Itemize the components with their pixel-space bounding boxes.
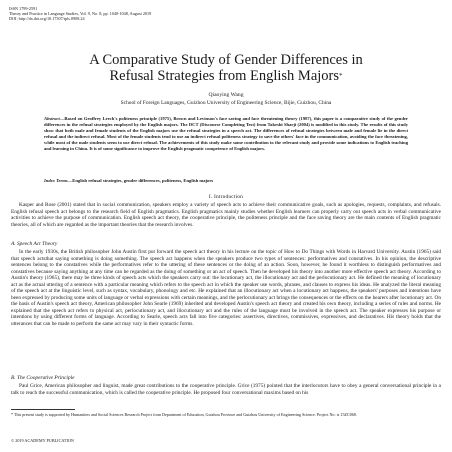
footnote-divider [11,409,75,410]
subsection-heading-speech-act: A. Speech Act Theory [11,241,58,247]
abstract-text: —Based on Geoffrey Leech's politeness principle (1975), Brown and Levinson's face saving and face threatening theory (1987), this paper is a comparative study of the gender differences in the refusal strategies employed by the English majors. The DCT (Discourse Completing Test) from Takeshi Sharji (2004) is modified in this study. The results of this study show that both male and female students of the English majors use the refusal strategies in a speech act. The differences of refusal strategies between male and female lie in the direct refusal and the indirect refusal. Most of the female students tend to use an indirect refusal politeness strategy to save the others' face in the communication, avoiding the face threatening, while most of the male students seem to use direct refusal. The achievements of this study make some contribution to the relevant study and provide some indications to English teaching and learning in China. It is of some significance to improve the English pragmatic competence of English majors. [44,116,408,152]
copyright-notice: © 2019 ACADEMY PUBLICATION [11,438,74,443]
introduction-paragraph: Kasper and Rose (2001) stated that in social communication, speakers employ a variety of speech acts to achieve their communicative goals, such as apologies, requests, complaints, and refusals. English refusal speech act belongs to the research field of English pragmatics. English pragmatics mainly studies whether English learners can properly carry out speech acts in verbal communicative activities to achieve the purpose of communication. English speech act theory, the cooperative principle, the politeness principle and the face saving theory are the main contents of English pragmatic theories, all of which are regarded as the important theories that the research involves. [11,202,441,228]
index-terms-text: —English refusal strategies, gender differences, politeness, English majors [67,178,214,183]
abstract-label: Abstract [44,116,60,121]
author-name: Qiaoying Wang [208,92,244,98]
journal-header [9,6,151,22]
title-footnote-mark: * [339,72,343,80]
cooperative-paragraph: Paul Grice, American philosopher and linguist, made great contributions to the cooperative principle. Grice (1975) pointed that the interlocutors have to obey a general conversational principle in a talk to reach the successful communication, which is called the cooperative principle. He proposed four conversational maxims based on his [11,383,441,396]
index-terms [44,178,408,184]
author-affiliation: School of Foreign Languages, Guizhou University of Engineering Science, Bijie, Guizhou, China [120,100,332,106]
section-heading-introduction: I. Introduction [208,194,244,200]
journal-citation-line: Theory and Practice in Language Studies, Vol. 9, No. 8, pp. 1040-1048, August 2019 [9,11,152,17]
title-line-2 [0,68,452,84]
abstract [44,116,408,153]
footnote: * This present study is supported by Humanities and Social Sciences Research Project from Department of Education, Guizhou Province and Guizhou University of Engineering Science. Project No: is 15ZC068. [11,412,357,417]
speech-act-paragraph: In the early 1930s, the British philosopher John Austin first put forward the speech act theory in his lecture on the topic of How to Do Things with Words in Harvard University. Austin (1965) said that speech actsthat saying something is doing something. The speech act happens when the speakers produce two types of sentences: performatives and constatives. In his opinion, the descriptive sentences belong to the constatives while the performatives refer to the uttering of these sentences or the doing of an action. Soon, however, he found it worthless to distinguish performatives and constatives because saying anything at any time can be regarded as the doing of something or an act of speech. Then he developed his theory into another more effective speech act theory. According to Austin's theory (1965), there may be three kinds of speech acts which the speakers carry out: the locutionary act, the illocutionary act and the perlocutionary act. He defined the meaning of locutionary act as the actual uttering of a sentence with a particular meaning which refers to the speech act in which the speaker use words, phrases, and clauses to express his ideas. He analyzed the literal meaning of the speech act at the linguistic level, such as syntax, vocabulary, phonology and etc. He explained that an illocutionary act when a locutionary act happens, the speakers' purposes and intentions have been expressed by producing some units of language or verbal expressions with certain meanings, and the perlocutionary act brings the consequences or the effects on the hearers after locutionary act. On the basis of Austin's speech act theory, American philosopher John Searle (1969) inherited and developed Austin's speech act theory and created his own theory, including a series of rules and norms. He explained that the speech act refers to physical act, perlocutionary act, and illocutionary act and the rules of the language must be involved in the speech act. The speaker expresses his purpose or intentions by using different forms of language. According to Searle, speech acts fall into five categories: assertives, directives, commissives, expressives, and declaratives. His theory holds that the utterances that can be made to perform the same act may vary in their syntactic forms. [11,249,441,328]
paper-title [0,52,452,84]
issn-line: ISSN 1799-2591 [9,6,38,11]
title-line-2-text: Refusal Strategies from English Majors [109,68,340,84]
subsection-heading-cooperative: B. The Cooperative Principle [11,375,75,381]
doi-line: DOI: http://dx.doi.org/10.17507/tpls.0908.24 [9,16,85,22]
index-terms-label: Index Terms [44,178,68,183]
title-line-1: A Comparative Study of Gender Differences in [89,52,363,68]
